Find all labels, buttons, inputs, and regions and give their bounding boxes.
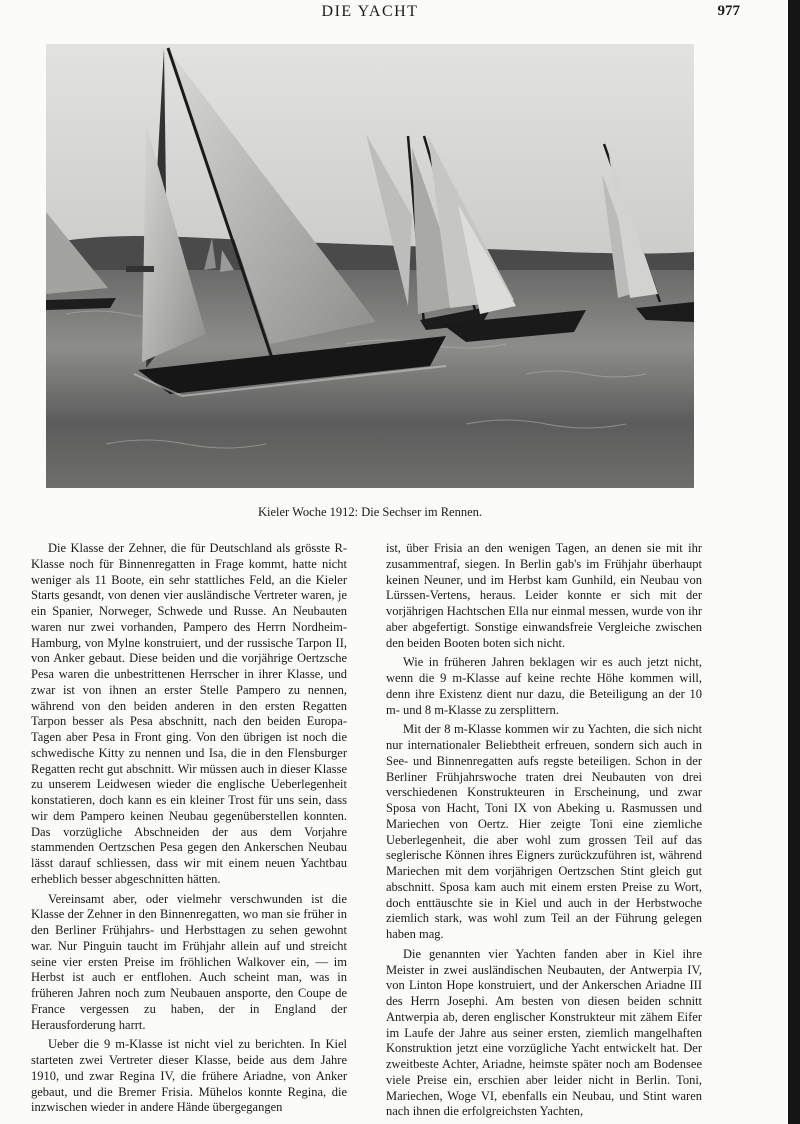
scan-edge bbox=[788, 0, 800, 1124]
paragraph: Ueber die 9 m-Klasse ist nicht viel zu berichten. In Kiel starteten zwei Vertreter dieser Klasse, beide aus dem Jahre 1910, und zwar Regina IV, die frühere Ariadne, von Anker gebaut, und die Bremer Frisia. Mühelos konnte Regina, die inzwischen wieder in andere Hände übergegangen bbox=[31, 1037, 347, 1115]
paragraph: Mit der 8 m-Klasse kommen wir zu Yachten, die sich nicht nur internationaler Beliebtheit erfreuen, sondern sich auch in See- und Binnenregatten aufs regste beteiligen. Schon in der Berliner Frühjahrswoche traten drei Neubauten von drei verschiedenen Konstrukteuren in Erscheinung, und zwar Sposa von Hacht, Toni IX von Abeking u. Rasmussen und Mariechen von Oertz. Hier zeigte Toni eine ziemliche Ueberlegenheit, die aber wohl zum grossen Teil auf das seglerische Können ihres Eigners zurückzuführen ist, während Mariechen mit dem vorjährigen Oertzschen Stint gleich gut abschnitt. Sposa kam auch mit einem ersten Preise zu Wort, doch enttäuschte sie in Kiel und auch in der Herbstwoche ziemlich stark, was wohl zum Teil an der Führung gelegen haben mag. bbox=[386, 722, 702, 941]
paragraph: ist, über Frisia an den wenigen Tagen, an denen sie mit ihr zusammentraf, siegen. In Berlin gab's im Frühjahr überhaupt keinen Neuner, und im Herbst kam Gunhild, ein Neubau von Lürssen-Vertens, heraus. Leider konnte er sich mit der vorjährigen Hachtschen Ella nur einmal messen, wurde von ihr aber abgefertigt. Sonstige einwandsfreie Vergleiche zwischen den beiden Booten boten sich nicht. bbox=[386, 541, 702, 650]
paragraph: Die genannten vier Yachten fanden aber in Kiel ihre Meister in zwei ausländischen Neubauten, der Antwerpia IV, von Linton Hope konstruiert, und der Ankerschen Ariadne III des Herrn Josephi. Am besten von diesen beiden schnitt Antwerpia ab, deren englischer Konstrukteur mit zähem Eifer im Laufe der Jahre aus seiner ersten, ziemlich mangelhaften Konstruktion jetzt eine vorzügliche Yacht entwickelt hat. Der zweitbeste Achter, Ariadne, heimste später noch am Bodensee viele Preise ein, erschien aber leider nicht in Berlin. Toni, Mariechen, Woge VI, ebenfalls ein Neubau, und Stint waren nach ihnen die erfolgreichsten Yachten, bbox=[386, 946, 702, 1119]
paragraph: Wie in früheren Jahren beklagen wir es auch jetzt nicht, wenn die 9 m-Klasse auf keine rechte Höhe kommen will, denn ihre Existenz dient nur dazu, die Beteiligung an der 10 m- und 8 m-Klasse zu zersplittern. bbox=[386, 655, 702, 717]
journal-title: DIE YACHT bbox=[321, 3, 419, 20]
article-left-column bbox=[31, 541, 347, 1116]
running-head bbox=[0, 3, 800, 23]
article-right-column bbox=[386, 541, 702, 1120]
figure-caption: Kieler Woche 1912: Die Sechser im Rennen. bbox=[257, 505, 483, 519]
paragraph: Die Klasse der Zehner, die für Deutschland als grösste R-Klasse noch für Binnenregatten in Frage kommt, hatte nicht weniger als 11 Boote, ein sehr stattliches Feld, an die Kieler Starts gesandt, von denen vier ausländische Vertreter waren, je ein Spanier, Norweger, Schwede und Russe. An Neubauten waren nur zwei vorhanden, Pampero des Herrn Nordheim-Hamburg, von Mylne konstruiert, und der russische Tarpon II, von Anker gebaut. Diese beiden und die vorjährige Oertzsche Pesa waren die unbestrittenen Herrscher in ihrer Klasse, und zwar ist von ihnen an erster Stelle Pampero zu nennen, während von den beiden anderen in den ersten Regatten Tarpon besser als Pesa abschnitt, nach den beiden Europa-Tagen aber Pesa in Front ging. Von den übrigen ist noch die schwedische Kitty zu nennen und Isa, die in den Flensburger Regatten recht gut abschnitt. Wir müssen auch in dieser Klasse zu unserem Leidwesen wieder die englische Ueberlegenheit konstatieren, doch kann es ein kleiner Trost für uns sein, dass wir dem Pampero keinen Neubau gegenüberstellen konnten. Das vorzügliche Abschneiden der aus dem Vorjahre stammenden Oertzschen Pesa gegen den Ankerschen Neubau lässt darauf schliessen, dass wir mit einem neuen Yachtbau erheblich besser abgeschnitten hätten. bbox=[31, 541, 347, 886]
paragraph: Vereinsamt aber, oder vielmehr verschwunden ist die Klasse der Zehner in den Binnenregatten, wo man sie früher in den Berliner Frühjahrs- und Herbsttagen zu sehen gewohnt war. Nur Pinguin taucht im Frühjahr allein auf und streicht seine vier ersten Preise im fröhlichen Walkover ein, — im Herbst ist auch er entflohen. Auch scheint man, was in früheren Jahren noch zum Neubauen ansporte, den Coupe de France vergessen zu haben, der in England der Herausforderung harrt. bbox=[31, 891, 347, 1032]
sailboats-racing-image bbox=[46, 44, 694, 488]
page-number: 977 bbox=[717, 3, 740, 19]
regatta-photograph bbox=[46, 44, 694, 488]
